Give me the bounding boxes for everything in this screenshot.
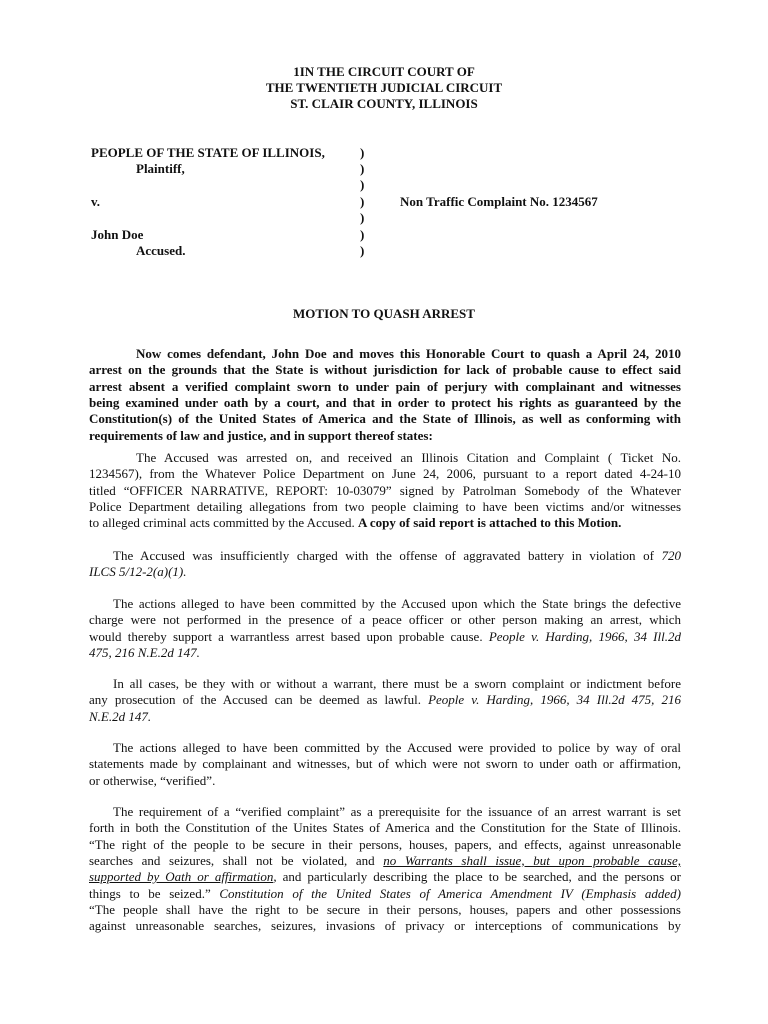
court-header-line: ST. CLAIR COUNTY, ILLINOIS [290, 96, 478, 111]
body-paragraph-line [89, 499, 681, 515]
body-paragraph-line [89, 515, 681, 531]
text-run: arrest absent a verified complaint sworn to under pain of perjury with complainant and witnesses [89, 378, 681, 394]
caption-paren: ) [360, 145, 365, 160]
text-run: “The right of the people to be secure in their persons, houses, papers, and effects, against unreasonable [89, 836, 681, 852]
text-run: requirements of law and justice, and in support thereof states: [89, 427, 433, 443]
text-run: Constitution(s) of the United States of America and the State of Illinois, as well as conforming with [89, 411, 681, 427]
court-header-line: 1IN THE CIRCUIT COURT OF [293, 64, 475, 79]
body-paragraph-line [89, 612, 681, 628]
intro-paragraph-line [89, 395, 681, 411]
body-paragraph-line [89, 837, 681, 853]
body-paragraph-line [113, 676, 681, 692]
body-paragraph-line [136, 450, 681, 466]
intro-paragraph-line [89, 362, 681, 378]
defendant-name: John Doe [91, 227, 144, 242]
text-run: searches and seizures, shall not be violated, and [89, 852, 384, 868]
body-paragraph-line [89, 466, 681, 482]
text-run: 1234567), from the Whatever Police Department on June 24, 2006, pursuant to a report dated 4-24-10 [89, 466, 681, 482]
defendant-role: Accused. [136, 243, 186, 258]
citation-text: 720 [661, 548, 681, 563]
body-paragraph-line [113, 804, 681, 820]
intro-paragraph-line [136, 346, 681, 362]
intro-paragraph-line [89, 428, 681, 444]
citation-text: no Warrants shall issue, but upon probable cause, [383, 852, 681, 868]
body-paragraph-line [89, 886, 681, 902]
intro-paragraph-line [89, 379, 681, 395]
body-paragraph-line [89, 820, 681, 836]
caption-paren: ) [360, 161, 365, 176]
body-paragraph-line [113, 548, 681, 564]
citation-text: ILCS 5/12-2(a)(1). [89, 564, 187, 580]
citation-text: People v. Harding, 1966, 34 Ill.2d 475, 216 [428, 692, 681, 708]
caption-paren: ) [360, 243, 365, 258]
text-run: charge were not performed in the presence of a peace officer or other person making an arrest, which [89, 612, 681, 628]
text-run: Now comes defendant, John Doe and moves this Honorable Court to quash a April 24, 2010 [136, 346, 681, 361]
case-number: Non Traffic Complaint No. 1234567 [400, 194, 598, 209]
text-run: titled “OFFICER NARRATIVE, REPORT: 10-03079” signed by Patrolman Somebody of the Whatever [89, 482, 681, 498]
text-run: against unreasonable searches, seizures, invasions of privacy or interceptions of communications by [89, 918, 681, 934]
text-run: The Accused was arrested on, and received an Illinois Citation and Complaint ( Ticket No. [136, 450, 681, 465]
body-paragraph-line [89, 869, 681, 885]
body-paragraph-line [89, 773, 681, 789]
plaintiff-name: PEOPLE OF THE STATE OF ILLINOIS, [91, 145, 325, 160]
intro-paragraph-line [89, 411, 681, 427]
body-paragraph-line [89, 709, 681, 725]
body-paragraph-line [89, 645, 681, 661]
caption-paren: ) [360, 227, 365, 242]
text-run: arrest on the grounds that the State is without jurisdiction for lack of probable cause to effect said [89, 362, 681, 378]
citation-text: supported by Oath or affirmation [89, 869, 274, 885]
text-run: Police Department detailing allegations from two people claiming to have been victims and/or witnesses [89, 498, 681, 514]
text-run: would thereby support a warrantless arrest based upon probable cause. [89, 628, 489, 644]
text-run: The requirement of a “verified complaint” as a prerequisite for the issuance of an arrest warrant is set [113, 804, 681, 819]
body-paragraph-line [89, 692, 681, 708]
text-run: In all cases, be they with or without a warrant, there must be a sworn complaint or indictment before [113, 676, 681, 691]
versus-label: v. [91, 194, 101, 209]
citation-text: Constitution of the United States of America Amendment IV (Emphasis added) [219, 885, 681, 901]
caption-paren: ) [360, 194, 365, 209]
text-run: being examined under oath by a court, and that in order to protect his rights as guaranteed by the [89, 394, 681, 410]
text-run: , and particularly describing the place to be searched, and the persons or [273, 869, 681, 885]
text-run: forth in both the Constitution of the Unites States of America and the Constitution for the State of Illinois. [89, 820, 681, 836]
plaintiff-role: Plaintiff, [136, 161, 185, 176]
text-run: any prosecution of the Accused can be deemed as lawful. [89, 692, 429, 708]
body-paragraph-line [89, 853, 681, 869]
caption-paren: ) [360, 177, 365, 192]
citation-text: N.E.2d 147. [89, 708, 152, 724]
text-run: statements made by complainant and witnesses, but of which were not sworn to under oath or affirmation, [89, 756, 681, 772]
body-paragraph-line [113, 596, 681, 612]
body-paragraph-line [89, 756, 681, 772]
motion-title: MOTION TO QUASH ARREST [293, 306, 475, 321]
body-paragraph-line [89, 564, 681, 580]
court-header-line: THE TWENTIETH JUDICIAL CIRCUIT [265, 80, 503, 95]
text-run: The actions alleged to have been committed by the Accused upon which the State brings the defective [113, 596, 681, 611]
body-paragraph-line [89, 483, 681, 499]
citation-text: People v. Harding, 1966, 34 Ill.2d [488, 628, 681, 644]
body-paragraph-line [89, 629, 681, 645]
text-run: A copy of said report is attached to this Motion. [357, 515, 622, 531]
citation-text: 475, 216 N.E.2d 147. [89, 644, 200, 660]
text-run: to alleged criminal acts committed by the Accused. [89, 515, 358, 531]
body-paragraph-line [89, 918, 681, 934]
text-run: The actions alleged to have been committed by the Accused were provided to police by way of oral [113, 740, 681, 755]
body-paragraph-line [113, 740, 681, 756]
caption-paren: ) [360, 210, 365, 225]
text-run: or otherwise, “verified”. [89, 772, 216, 788]
text-run: The Accused was insufficiently charged with the offense of aggravated battery in violation of [113, 548, 662, 563]
body-paragraph-line [89, 902, 681, 918]
text-run: “The people shall have the right to be secure in their persons, houses, papers and other possessions [89, 901, 681, 917]
text-run: things to be seized.” [89, 885, 220, 901]
